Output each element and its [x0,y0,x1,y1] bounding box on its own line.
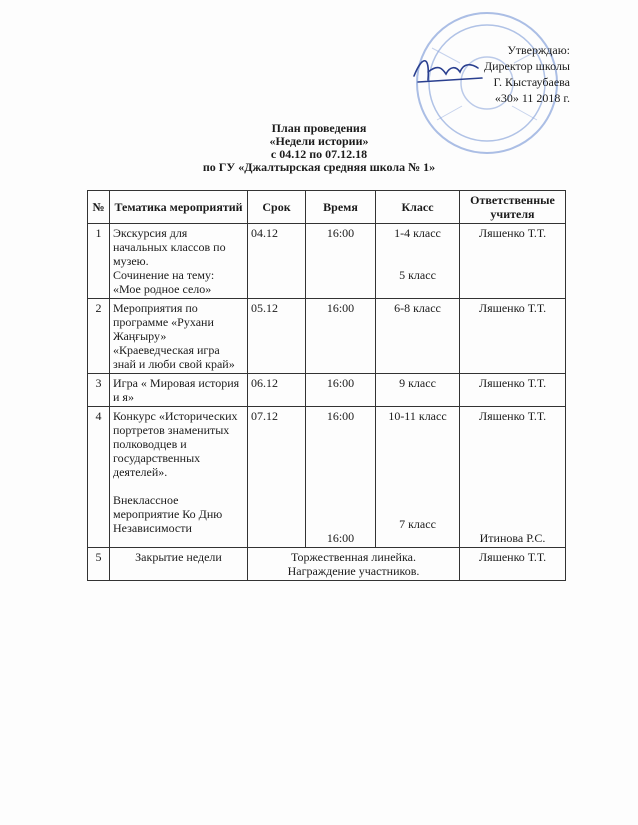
row-topic: Закрытие недели [110,548,248,581]
approval-line-3: Г. Кыстаубаева [493,75,570,89]
row-teacher [460,407,566,548]
title-line-1: План проведения [271,121,367,135]
director-signature [408,46,488,96]
row-time: 16:00 [306,299,376,374]
title-line-4: по ГУ «Джалтырская средняя школа № 1» [202,160,436,174]
approval-date: «30» 11 2018 г. [494,91,570,105]
teacher-text: Итинова Р.С. [479,531,546,545]
approval-block [484,42,570,106]
time-text: 16:00 [326,531,355,545]
row-class [376,407,460,548]
title-line-3: с 04.12 по 07.12.18 [270,147,368,161]
description-text: Торжественная линейка. [291,550,416,564]
row-class: 6-8 класс [376,299,460,374]
row-class: 9 класс [376,374,460,407]
row-teacher: Ляшенко Т.Т. [460,299,566,374]
header-teachers: Ответственные учителя [460,191,566,224]
row-num: 5 [88,548,110,581]
class-text: 10-11 класс [388,409,447,423]
row-time: 16:00 [306,224,376,299]
class-text: 7 класс [399,517,436,531]
row-date: 05.12 [248,299,306,374]
description-text: Награждение участников. [287,564,420,578]
topic-text: Конкурс «Исторических портретов знаменитых полководцев и государственных деятелей». [113,409,238,479]
header-num: № [88,191,110,224]
approval-line-2: Директор школы [483,59,570,73]
table-header-row [88,191,566,224]
row-topic: Игра « Мировая история и я» [110,374,248,407]
topic-text: Внеклассное мероприятие Ко Дню Независимости [113,493,223,535]
row-merged-description [248,548,460,581]
table-row [88,299,566,374]
row-num: 2 [88,299,110,374]
header-date: Срок [248,191,306,224]
row-num: 3 [88,374,110,407]
topic-text: Экскурсия для начальных классов по музею. [113,226,226,268]
topic-text: Сочинение на тему: «Мое родное село» [113,268,215,296]
teacher-text: Ляшенко Т.Т. [478,409,547,423]
table-row [88,224,566,299]
table-row [88,374,566,407]
header-topic: Тематика мероприятий [110,191,248,224]
class-text: 5 класс [399,268,436,282]
table-row [88,407,566,548]
document-title [0,122,638,174]
header-class: Класс [376,191,460,224]
table-row [88,548,566,581]
time-text: 16:00 [326,409,355,423]
row-date: 07.12 [248,407,306,548]
row-topic: Мероприятия по программе «Рухани Жаңғыру» «Краеведческая игра знай и люби свой край» [110,299,248,374]
row-num: 4 [88,407,110,548]
class-text: 1-4 класс [394,226,441,240]
row-time [306,407,376,548]
row-time: 16:00 [306,374,376,407]
row-class [376,224,460,299]
row-teacher: Ляшенко Т.Т. [460,224,566,299]
row-num: 1 [88,224,110,299]
row-teacher: Ляшенко Т.Т. [460,548,566,581]
row-teacher: Ляшенко Т.Т. [460,374,566,407]
row-date: 06.12 [248,374,306,407]
row-topic [110,224,248,299]
approval-line-1: Утверждаю: [507,43,570,57]
header-time: Время [306,191,376,224]
title-line-2: «Недели истории» [269,134,369,148]
row-date: 04.12 [248,224,306,299]
row-topic [110,407,248,548]
events-table [87,190,566,581]
